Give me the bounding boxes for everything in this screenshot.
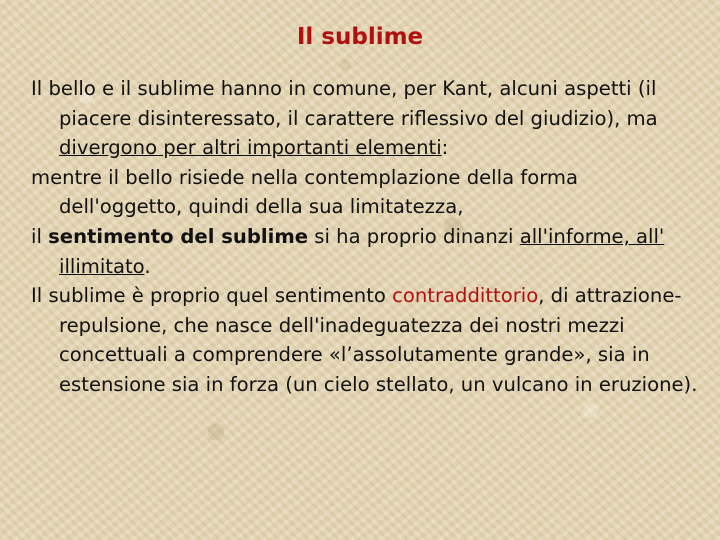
paragraph-text: il: [31, 224, 49, 248]
paragraph-text: Il bello e il sublime hanno in comune, per Kant, alcuni aspetti (il piacere disinteressato, il carattere riflessivo del giudizio), ma: [31, 77, 658, 130]
paragraph-text: , di attrazione-repulsione, che nasce dell'inadeguatezza dei nostri mezzi concettuali a comprendere «l’assolutamente grande», sia in estensione sia in forza (un cielo stellato, un vulcano in eruzione).: [59, 284, 698, 396]
underlined-phrase: all'informe, all' illimitato: [59, 224, 665, 278]
underlined-phrase: divergono per altri importanti elementi: [59, 136, 442, 160]
paragraph-text: :: [441, 136, 449, 160]
slide-body: [31, 74, 701, 400]
paragraph-sentimento-sublime: [31, 222, 701, 281]
paragraph-text: .: [144, 254, 151, 278]
paragraph-bello-forma: [31, 163, 701, 222]
paragraph-bello-sublime: [31, 74, 701, 163]
bold-phrase: sentimento del sublime: [48, 224, 309, 248]
paragraph-text: Il sublime è proprio quel sentimento: [31, 284, 393, 308]
slide-title: Il sublime: [296, 24, 424, 50]
highlighted-word: contraddittorio: [392, 284, 539, 308]
paragraph-text: si ha proprio dinanzi: [308, 224, 520, 248]
paragraph-text: mentre il bello risiede nella contemplazione della forma dell'oggetto, quindi della sua limitatezza,: [31, 165, 578, 219]
paragraph-sublime-contraddittorio: [31, 281, 701, 399]
